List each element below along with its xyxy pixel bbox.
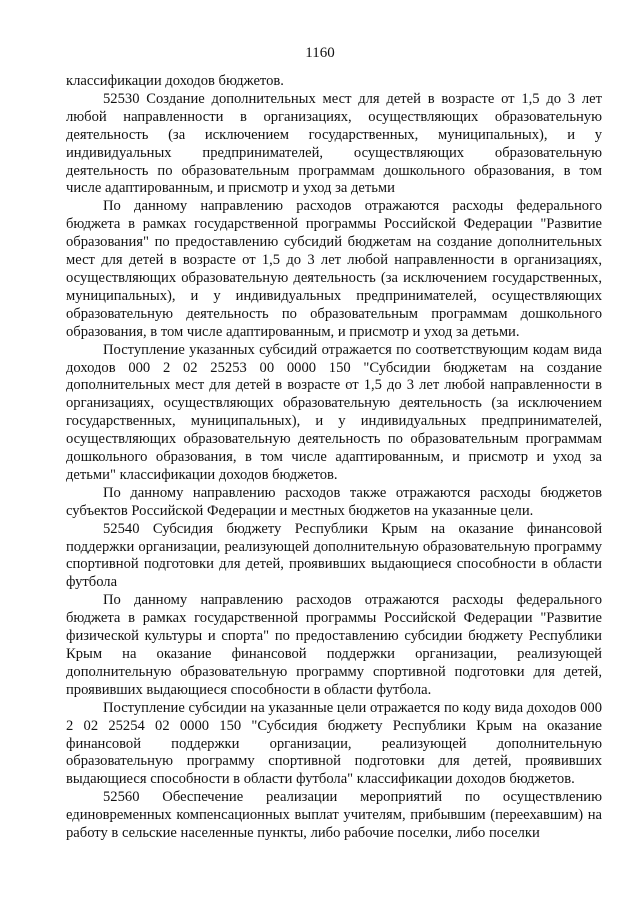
paragraph-7: По данному направлению расходов отражаются расходы федерального бюджета в рамках государственной программы Российской Федерации "Развитие физической культуры и спорта" по предоставлению субсидии бюджету Республики Крым на оказание финансовой поддержки организации, реализующей дополнительную образовательную программу спортивной подготовки для детей, проявивших выдающиеся способности в области футбола. [66,592,602,698]
paragraph-3: По данному направлению расходов отражаются расходы федерального бюджета в рамках государственной программы Российской Федерации "Развитие образования" по предоставлению субсидий бюджетам на создание дополнительных мест для детей в возрасте от 1,5 до 3 лет любой направленности в организациях, осуществляющих образовательную деятельность (за исключением государственных, муниципальных), и у индивидуальных предпринимателей, осуществляющих образовательную деятельность по образовательным программам дошкольного образования, в том числе адаптированным, и присмотр и уход за детьми. [66,198,602,340]
paragraph-6: 52540 Субсидия бюджету Республики Крым на оказание финансовой поддержки организации, реализующей дополнительную образовательную программу спортивной подготовки для детей, проявивших выдающиеся способности в области футбола [66,520,602,591]
page-number: 1160 [305,45,335,61]
paragraph-5: По данному направлению расходов также отражаются расходы бюджетов субъектов Российской Федерации и местных бюджетов на указанные цели. [66,484,602,519]
paragraph-1: классификации доходов бюджетов. [66,73,284,89]
paragraph-8: Поступление субсидии на указанные цели отражается по коду вида доходов 000 2 02 25254 02 0000 150 "Субсидия бюджету Республики Крым на оказание финансовой поддержки организации, реализующей дополнительную образовательную программу спортивной подготовки для детей, проявивших выдающиеся способности в области футбола" классификации доходов бюджетов. [66,699,602,788]
paragraph-9: 52560 Обеспечение реализации мероприятий по осуществлению единовременных компенсационных выплат учителям, прибывшим (переехавшим) на работу в сельские населенные пункты, либо рабочие поселки, либо поселки [66,789,602,842]
paragraph-4: Поступление указанных субсидий отражается по соответствующим кодам вида доходов 000 2 02 25253 00 0000 150 "Субсидии бюджетам на создание дополнительных мест для детей в возрасте от 1,5 до 3 лет любой направленности в организациях, осуществляющих образовательную деятельность (за исключением государственных, муниципальных), и у индивидуальных предпринимателей, осуществляющих образовательную деятельность по образовательным программам дошкольного образования, в том числе адаптированным, и присмотр и уход за детьми" классификации доходов бюджетов. [66,341,602,483]
paragraph-2: 52530 Создание дополнительных мест для детей в возрасте от 1,5 до 3 лет любой направленности в организациях, осуществляющих образовательную деятельность (за исключением государственных, муниципальных), и у индивидуальных предпринимателей, осуществляющих образовательную деятельность по образовательным программам дошкольного образования, в том числе адаптированным, и присмотр и уход за детьми [66,90,602,197]
document-body [66,73,602,843]
